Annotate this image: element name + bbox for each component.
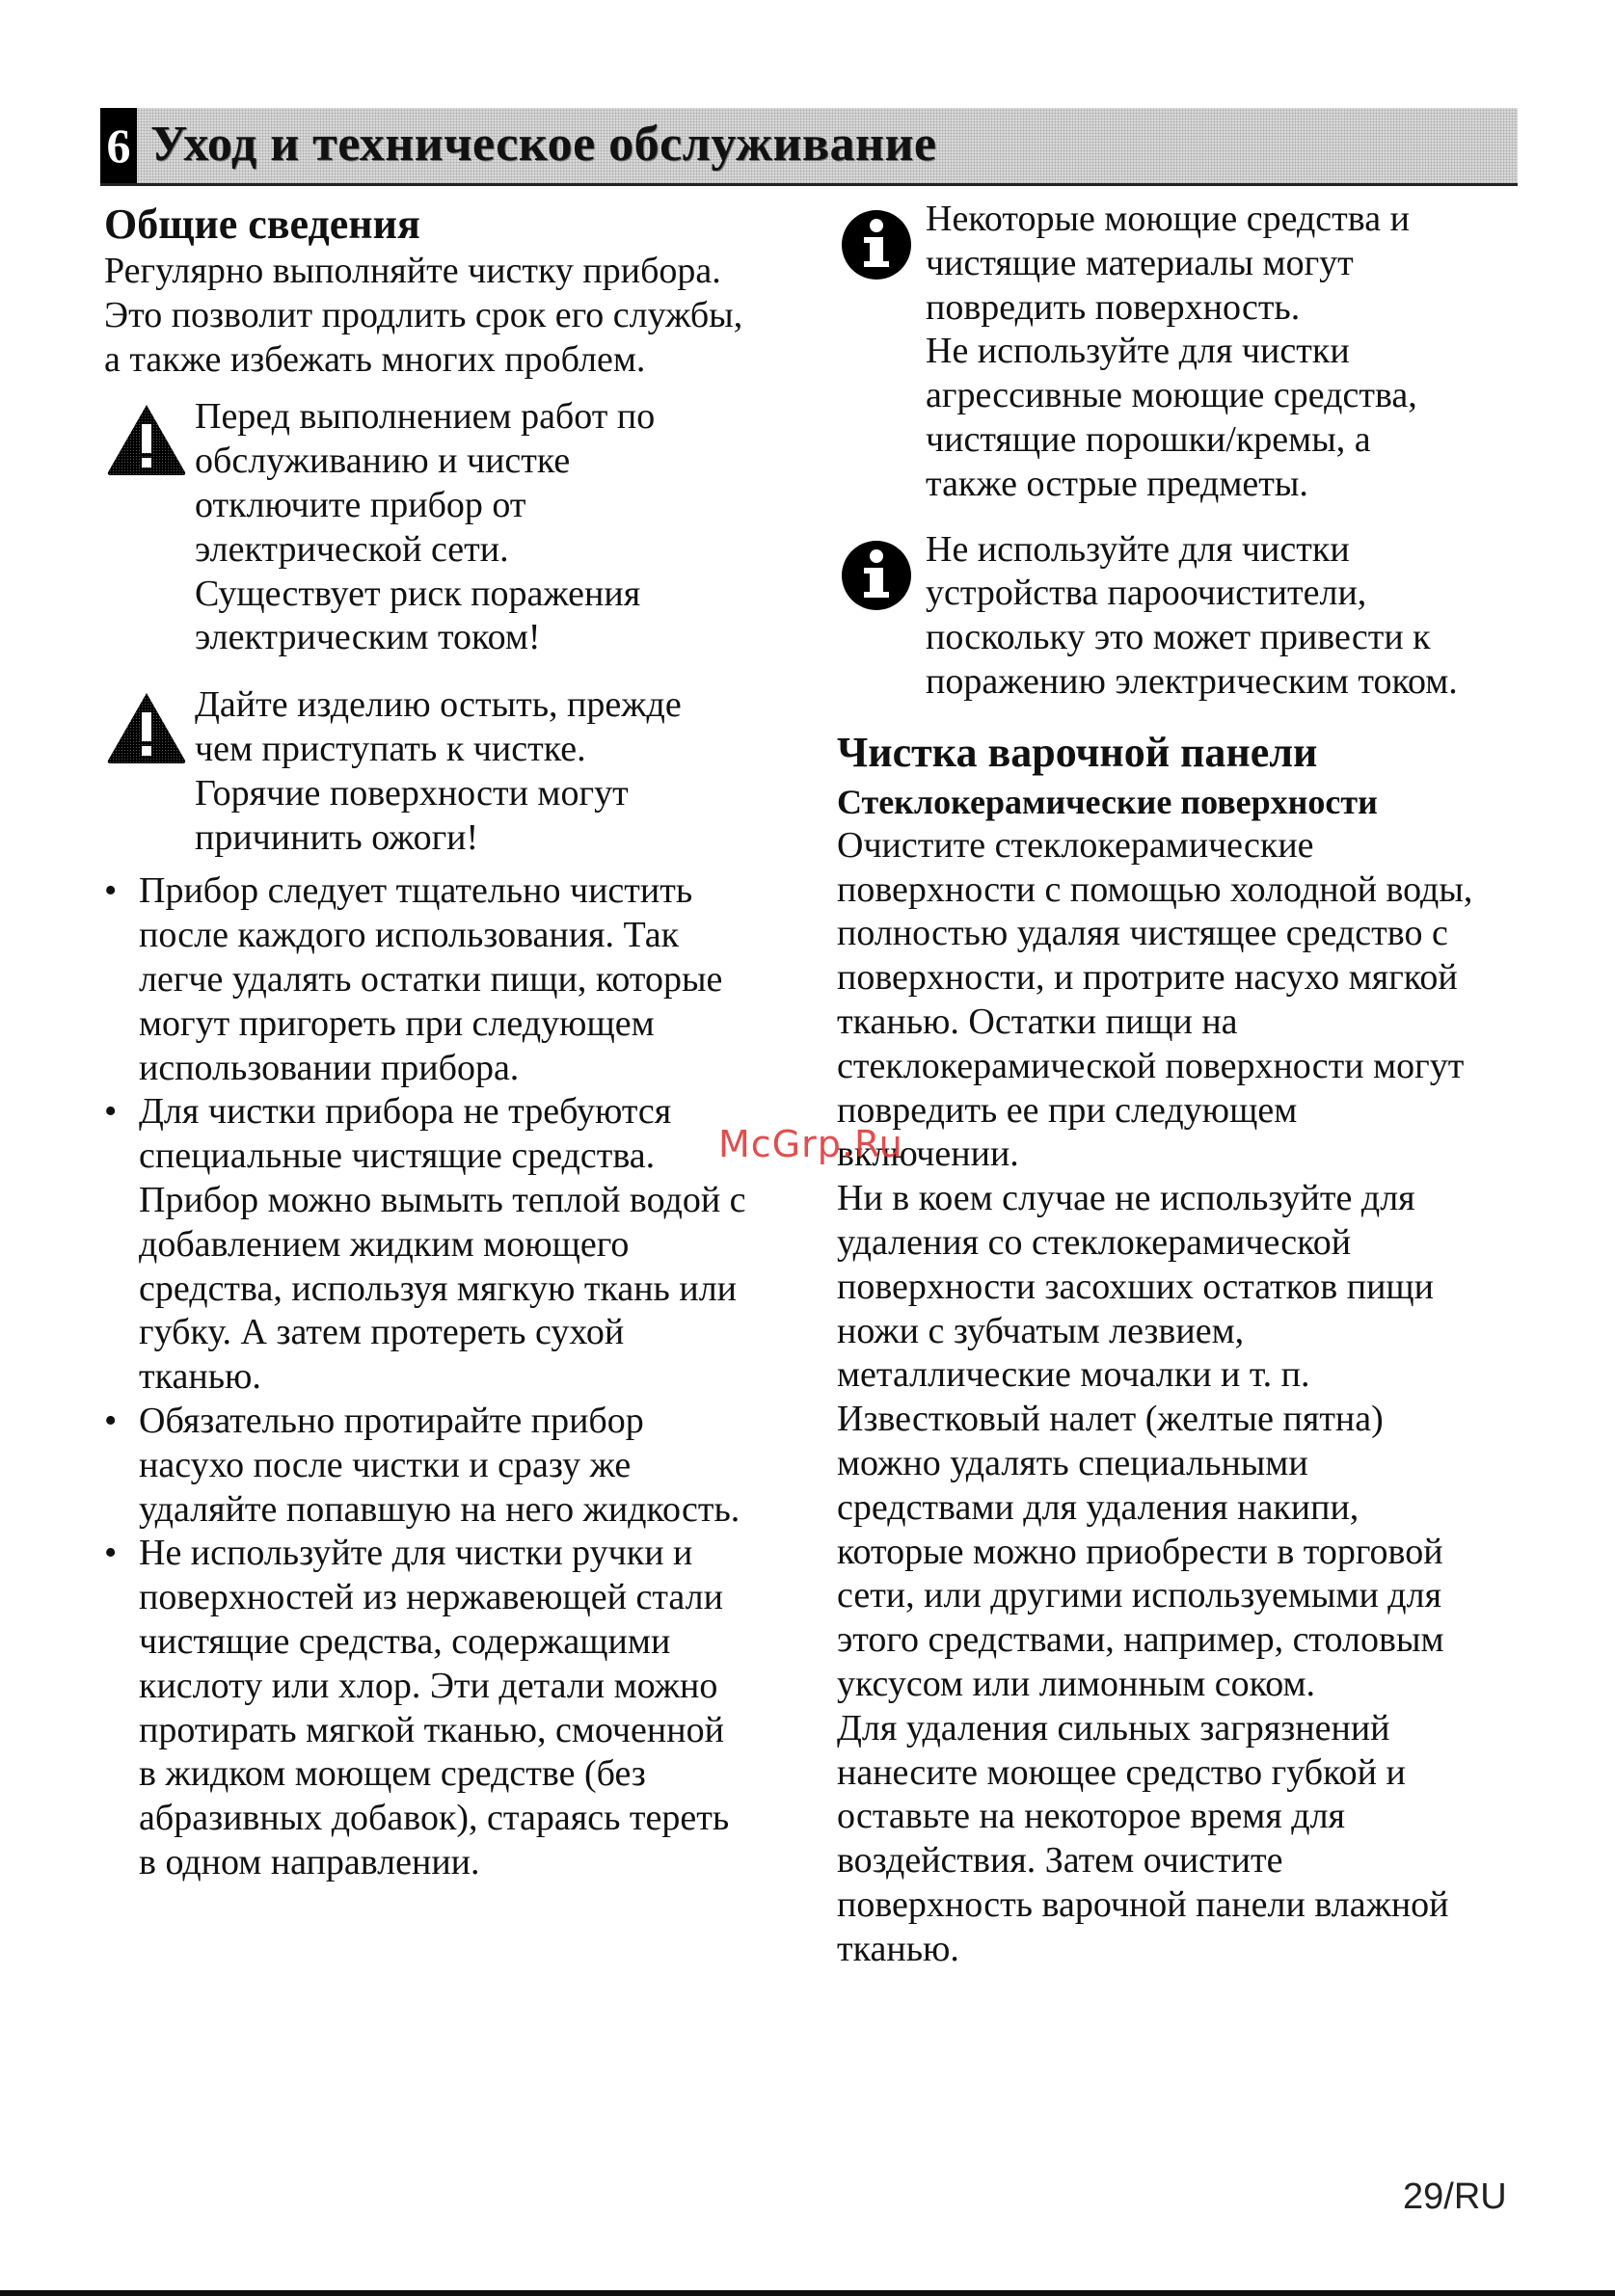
text-line: электрической сети.	[195, 528, 509, 570]
warning-note-cool-down	[104, 683, 798, 860]
text-line: использовании прибора.	[139, 1047, 520, 1088]
hob-cleaning-heading: Чистка варочной панели	[837, 728, 1318, 776]
glass-ceramic-subheading: Стеклокерамические поверхности	[837, 782, 1378, 821]
glass-ceramic-body	[837, 824, 1512, 1972]
text-line: легче удалять остатки пищи, которые	[139, 958, 723, 1000]
text-line: тканью. Остатки пищи на	[837, 1001, 1238, 1042]
text-line: средства, используя мягкую ткань или	[139, 1268, 738, 1309]
text-line: Ни в коем случае не используйте для	[837, 1178, 1415, 1219]
text-line: удаления со стеклокерамической	[837, 1221, 1352, 1263]
info-circle-icon	[841, 209, 912, 292]
text-line: могут пригореть при следующем	[139, 1002, 655, 1044]
text-line: повредить ее при следующем	[837, 1089, 1298, 1131]
text-line: тканью.	[139, 1356, 261, 1398]
bullet-marker: •	[104, 1091, 118, 1133]
text-line: стеклокерамической поверхности могут	[837, 1045, 1465, 1086]
text-line: сети, или другими используемыми для	[837, 1575, 1442, 1616]
info-note-steam-cleaners	[837, 528, 1512, 705]
text-line: устройства пароочистители,	[926, 573, 1367, 614]
watermark: McGrp.Ru	[718, 1123, 903, 1165]
text-line: Не используйте для чистки ручки и	[139, 1533, 693, 1574]
text-line: этого средствами, например, столовым	[837, 1619, 1444, 1661]
warning-triangle-icon	[106, 691, 187, 776]
text-line: электрическим током!	[195, 617, 541, 658]
text-line: в жидком моющем средстве (без	[139, 1753, 646, 1795]
text-line: нанесите моющее средство губкой и	[837, 1751, 1406, 1793]
warning-triangle-icon	[106, 403, 187, 488]
bullet-marker: •	[104, 1400, 118, 1441]
text-line: Прибор можно вымыть теплой водой с	[139, 1179, 746, 1220]
list-item	[104, 1400, 798, 1532]
text-line: уксусом или лимонным соком.	[837, 1663, 1316, 1704]
text-line: насухо после чистки и сразу же	[139, 1444, 632, 1485]
text-line: Не используйте для чистки	[926, 528, 1350, 570]
text-line: поскольку это может привести к	[926, 617, 1431, 658]
text-line: Очистите стеклокерамические	[837, 824, 1314, 866]
text-line: можно удалять специальными	[837, 1442, 1308, 1483]
text-line: Существует риск поражения	[195, 573, 641, 614]
text-line: Это позволит продлить срок его службы,	[104, 294, 743, 335]
text-line: абразивных добавок), стараясь тереть	[139, 1798, 730, 1839]
text-line: металлические мочалки и т. п.	[837, 1354, 1310, 1396]
bullet-marker: •	[104, 1533, 118, 1574]
text-line: Дайте изделию остыть, прежде	[195, 684, 682, 726]
text-line: Обязательно протирайте прибор	[139, 1400, 644, 1441]
text-line: специальные чистящие средства.	[139, 1135, 656, 1177]
chapter-title: Уход и техническое обслуживание	[150, 117, 937, 172]
text-line: чем приступать к чистке.	[195, 728, 586, 769]
text-line: поверхности, и протрите насухо мягкой	[837, 957, 1458, 999]
text-line: Прибор следует тщательно чистить	[139, 870, 693, 912]
text-line: а также избежать многих проблем.	[104, 338, 646, 380]
text-line: воздействия. Затем очистите	[837, 1840, 1283, 1882]
text-line: причинить ожоги!	[195, 816, 479, 858]
text-line: Перед выполнением работ по	[195, 396, 656, 438]
text-line: после каждого использования. Так	[139, 915, 680, 956]
bottom-rule	[0, 2290, 1615, 2296]
text-line: Для чистки прибора не требуются	[139, 1091, 672, 1133]
right-column	[837, 198, 1512, 1971]
text-line: Некоторые моющие средства и	[926, 199, 1410, 239]
text-line: поверхности засохших остатков пищи	[837, 1266, 1435, 1307]
text-line: отключите прибор от	[195, 484, 526, 525]
text-line: поверхностей из нержавеющей стали	[139, 1577, 723, 1618]
text-line: Горячие поверхности могут	[195, 772, 629, 814]
text-line: Регулярно выполняйте чистку прибора.	[104, 251, 721, 291]
text-line: в одном направлении.	[139, 1841, 480, 1882]
warning-note-disconnect	[104, 395, 798, 660]
chapter-number: 6	[100, 108, 137, 183]
text-line: агрессивные моющие средства,	[926, 375, 1417, 416]
text-line: кислоту или хлор. Эти детали можно	[139, 1665, 718, 1706]
text-line: тканью.	[837, 1928, 959, 1969]
text-line: поверхность варочной панели влажной	[837, 1883, 1449, 1925]
text-line: оставьте на некоторое время для	[837, 1796, 1346, 1837]
text-line: обслуживанию и чистке	[195, 441, 571, 482]
cleaning-tips-list	[104, 869, 798, 1884]
text-line: также острые предметы.	[926, 463, 1308, 504]
text-line: полностью удаляя чистящее средство с	[837, 913, 1448, 954]
text-line: поверхности с помощью холодной воды,	[837, 868, 1473, 910]
text-line: ножи с зубчатым лезвием,	[837, 1310, 1245, 1351]
text-line: протирать мягкой тканью, смоченной	[139, 1709, 724, 1750]
text-line: чистящие материалы могут	[926, 242, 1354, 283]
left-column	[104, 198, 798, 1885]
page-number: 29/RU	[1403, 2176, 1507, 2217]
list-item	[104, 869, 798, 1090]
text-line: губку. А затем протереть сухой	[139, 1312, 625, 1353]
list-item	[104, 1090, 798, 1400]
text-line: чистящие порошки/кремы, а	[926, 418, 1371, 460]
info-circle-icon	[841, 540, 912, 623]
list-item	[104, 1532, 798, 1884]
text-line: добавлением жидким моющего	[139, 1223, 630, 1265]
text-line: повредить поверхность.	[926, 286, 1301, 328]
info-note-detergents	[837, 198, 1512, 507]
text-line: удаляйте попавшую на него жидкость.	[139, 1488, 740, 1530]
text-line: Не используйте для чистки	[926, 331, 1350, 372]
text-line: чистящие средства, содержащими	[139, 1620, 671, 1662]
bullet-marker: •	[104, 870, 118, 912]
text-line: которые можно приобрести в торговой	[837, 1531, 1443, 1572]
text-line: включении.	[837, 1134, 1019, 1175]
text-line: средствами для удаления накипи,	[837, 1486, 1359, 1528]
text-line: поражению электрическим током.	[926, 660, 1458, 702]
intro-paragraph	[104, 250, 798, 382]
text-line: Известковый налет (желтые пятна)	[837, 1399, 1384, 1440]
general-heading: Общие сведения	[104, 200, 420, 248]
chapter-header	[100, 108, 1518, 186]
text-line: Для удаления сильных загрязнений	[837, 1707, 1390, 1749]
